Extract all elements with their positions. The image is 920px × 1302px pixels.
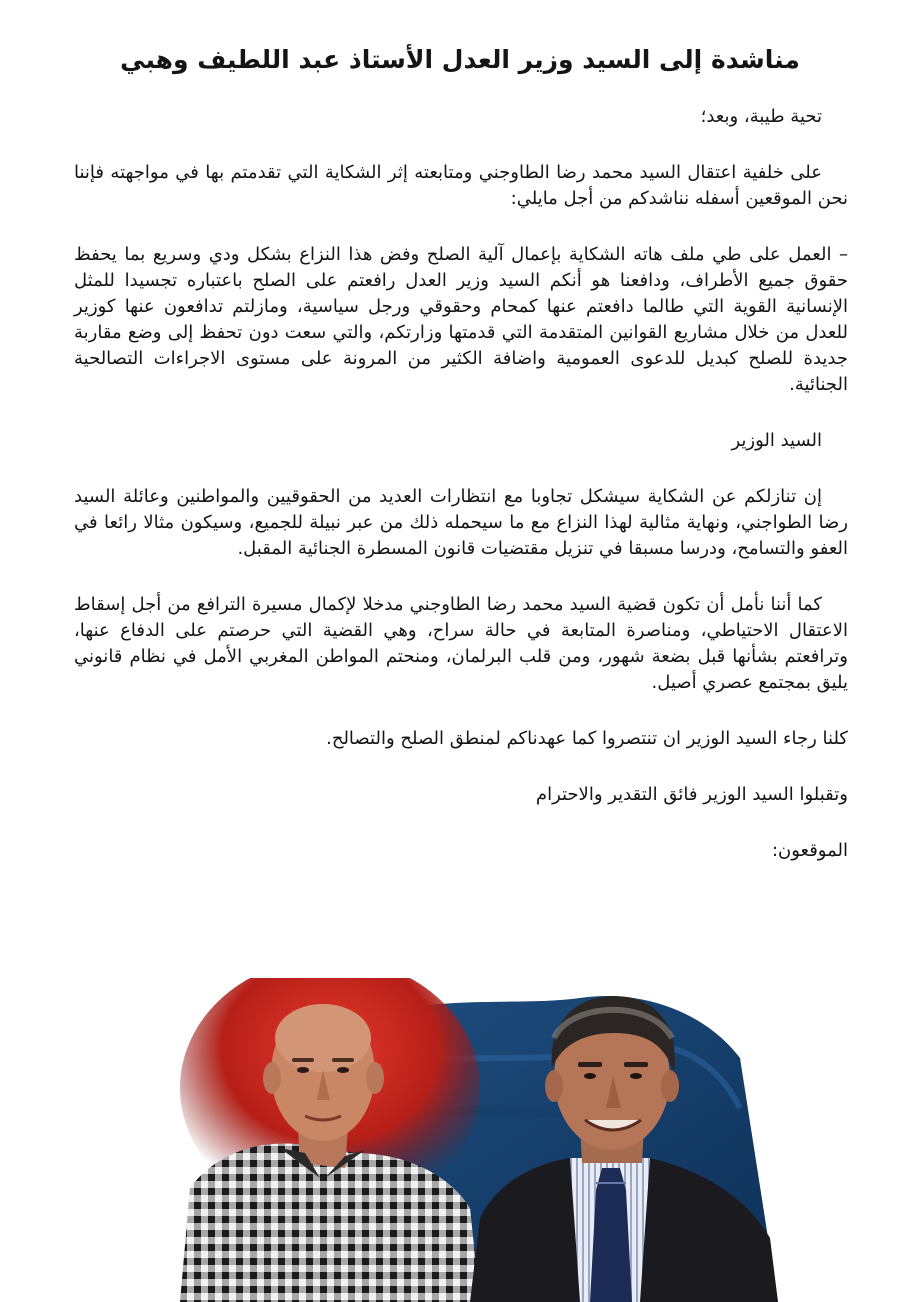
portraits-illustration <box>180 978 778 1302</box>
letter-body <box>74 104 848 894</box>
hope-paragraph: كما أننا نأمل أن تكون قضية السيد محمد رضا الطاوجني مدخلا لإكمال مسيرة الترافع من أجل إسقاط الاعتقال الاحتياطي، ومناصرة المتابعة في حالة سراح، وهي القضية التي حرصتم على الدفاع عنها، وترافعتم بشأنها قبل بضعة شهور، ومن قلب البرلمان، ومنحتم المواطن المغربي الأمل في نظام قانوني يليق بمجتمع عصري أصيل. <box>74 594 848 693</box>
portraits-photo <box>180 978 778 1302</box>
greeting: تحية طيبة، وبعد؛ <box>700 106 822 127</box>
request-paragraph: – العمل على طي ملف هاته الشكاية بإعمال آلية الصلح وفض هذا النزاع بشكل ودي وسريع بما يحفظ حقوق جميع الأطراف، ودافعنا هو أنكم السيد وزير العدل رافعتم على الصلح باعتباره تجسيدا للمثل الإنسانية القوية التي طالما دافعتم عنها كمحام وحقوقي ورجل سياسية، ومازلتم تدافعون عنها كوزير للعدل من خلال مشاريع القوانين المتقدمة التي قدمتها وزارتكم، والتي سعت دون تحفظ إلى وضع مقاربة جديدة للصلح كبديل للدعوى العمومية واضافة الكثير من المرونة على مستوى الاجراءات التصالحية الجنائية. <box>74 244 848 395</box>
intro-paragraph: على خلفية اعتقال السيد محمد رضا الطاوجني ومتابعته إثر الشكاية التي تقدمتم بها في مواجهته فإننا نحن الموقعين أسفله نناشدكم من أجل مايلي: <box>74 162 848 209</box>
closing-line: وتقبلوا السيد الوزير فائق التقدير والاحترام <box>535 784 848 805</box>
letter-title: مناشدة إلى السيد وزير العدل الأستاذ عبد اللطيف وهبي <box>120 45 800 74</box>
waiver-paragraph: إن تنازلكم عن الشكاية سيشكل تجاوبا مع انتظارات العديد من الحقوقيين والمواطنين وعائلة السيد رضا الطواجني، ونهاية مثالية لهذا النزاع مع ما سيحمله ذلك من عبر نبيلة للجميع، وسيكون مثالا رائعا في العفو والتسامح، ودرسا مسبقا في تنزيل مقتضيات قانون المسطرة الجنائية المقبل. <box>74 486 848 559</box>
minister-address: السيد الوزير <box>731 430 822 451</box>
hope-line: كلنا رجاء السيد الوزير ان تنتصروا كما عهدناكم لمنطق الصلح والتصالح. <box>326 728 848 749</box>
signatories-label: الموقعون: <box>771 840 848 861</box>
